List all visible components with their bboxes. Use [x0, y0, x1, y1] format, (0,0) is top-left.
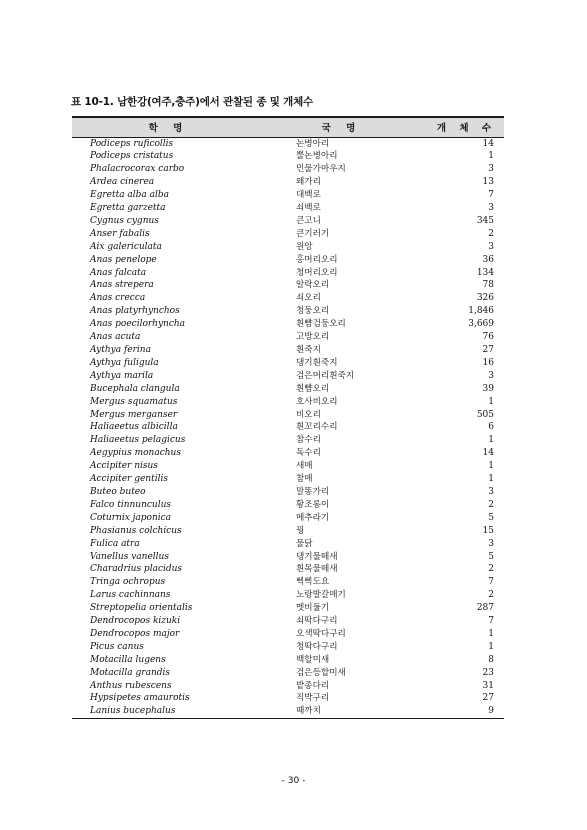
- cell-korean-name: 말똥가리: [296, 486, 330, 497]
- cell-korean-name: 물닭: [296, 538, 313, 549]
- cell-korean-name: 노랑발갈매기: [296, 590, 346, 601]
- table-row: [72, 176, 504, 189]
- cell-scientific-name: Egretta alba alba: [90, 190, 170, 201]
- cell-count: 3: [488, 538, 494, 549]
- cell-count: 326: [476, 293, 494, 304]
- cell-korean-name: 댕기흰죽지: [296, 357, 338, 368]
- cell-count: 2: [488, 590, 494, 601]
- cell-count: 3: [488, 164, 494, 175]
- cell-korean-name: 원앙: [296, 241, 313, 252]
- table-row: [72, 654, 504, 667]
- cell-korean-name: 꿩: [296, 525, 305, 536]
- cell-count: 134: [476, 267, 494, 278]
- cell-count: 1: [488, 396, 494, 407]
- cell-scientific-name: Fulica atra: [90, 538, 140, 549]
- cell-count: 78: [482, 280, 494, 291]
- species-table-container: [72, 116, 504, 719]
- cell-korean-name: 삑삑도요: [296, 577, 330, 588]
- cell-korean-name: 오색딱다구리: [296, 628, 346, 639]
- cell-count: 1: [488, 151, 494, 162]
- table-row: [72, 563, 504, 576]
- cell-count: 39: [482, 383, 494, 394]
- cell-korean-name: 알락오리: [296, 280, 330, 291]
- table-row: [72, 331, 504, 344]
- cell-scientific-name: Motacilla lugens: [90, 654, 166, 665]
- cell-korean-name: 흰죽지: [296, 345, 321, 355]
- table-row: [72, 396, 504, 409]
- cell-korean-name: 검은머리흰죽지: [296, 370, 355, 381]
- table-row: [72, 137, 504, 150]
- cell-count: 3: [488, 241, 494, 252]
- table-row: [72, 292, 504, 305]
- table-row: [72, 551, 504, 564]
- cell-korean-name: 댕기물떼새: [296, 551, 338, 562]
- cell-count: 3,669: [468, 319, 494, 330]
- cell-scientific-name: Larus cachinnans: [90, 590, 171, 601]
- cell-korean-name: 흰뺨오리: [296, 383, 330, 394]
- cell-scientific-name: Aegypius monachus: [90, 448, 181, 459]
- cell-korean-name: 때까치: [265, 705, 418, 718]
- cell-korean-name: 직박구리: [296, 693, 330, 704]
- cell-scientific-name: Mergus squamatus: [90, 396, 178, 407]
- cell-scientific-name: Ardea cinerea: [90, 177, 155, 188]
- table-row: [72, 499, 504, 512]
- table-row: [72, 318, 504, 331]
- cell-scientific-name: Streptopelia orientalis: [90, 603, 193, 614]
- cell-korean-name: 큰고니: [296, 215, 321, 226]
- cell-korean-name: 백할미새: [296, 654, 330, 665]
- cell-scientific-name: Bucephala clangula: [90, 383, 180, 394]
- table-row: [72, 628, 504, 641]
- cell-count: 13: [482, 177, 494, 188]
- table-row: [72, 460, 504, 473]
- cell-scientific-name: Charadrius placidus: [90, 564, 183, 575]
- cell-scientific-name: Anas strepera: [90, 280, 154, 291]
- header-count: 개 체 수: [418, 117, 504, 137]
- cell-scientific-name: Aythya ferina: [90, 345, 151, 355]
- table-row: [72, 615, 504, 628]
- cell-scientific-name: Egretta garzetta: [90, 203, 166, 214]
- header-scientific-name: 학 명: [72, 117, 265, 137]
- table-row: [72, 538, 504, 551]
- cell-count: 36: [482, 254, 494, 265]
- cell-scientific-name: Anser fabalis: [90, 228, 150, 239]
- cell-scientific-name: Anas falcata: [90, 267, 147, 278]
- cell-count: 7: [488, 577, 494, 588]
- cell-scientific-name: Anas platyrhynchos: [90, 306, 180, 317]
- table-row: [72, 602, 504, 615]
- table-caption: 표 10-1. 남한강(여주,충주)에서 관찰된 종 및 개체수: [71, 96, 313, 108]
- table-row: [72, 163, 504, 176]
- cell-count: 2: [488, 564, 494, 575]
- cell-scientific-name: Mergus merganser: [90, 409, 178, 420]
- cell-korean-name: 흰뺨검둥오리: [296, 319, 346, 330]
- cell-count: 3: [488, 203, 494, 214]
- species-table: [72, 116, 504, 719]
- cell-korean-name: 밭종다리: [296, 680, 330, 691]
- cell-count: 1: [488, 641, 494, 652]
- table-row: [72, 473, 504, 486]
- cell-korean-name: 청딱다구리: [296, 641, 338, 652]
- cell-korean-name: 청머리오리: [296, 267, 338, 278]
- cell-count: 9: [418, 705, 504, 718]
- cell-korean-name: 흰꼬리수리: [296, 422, 338, 433]
- cell-scientific-name: Aythya marila: [90, 370, 154, 381]
- cell-korean-name: 민물가마우지: [296, 164, 346, 175]
- table-row: [72, 267, 504, 280]
- cell-count: 3: [488, 486, 494, 497]
- cell-korean-name: 청둥오리: [296, 306, 330, 317]
- table-row: [72, 305, 504, 318]
- table-row: [72, 357, 504, 370]
- table-row: [72, 692, 504, 705]
- table-row: [72, 202, 504, 215]
- table-row: [72, 279, 504, 292]
- cell-scientific-name: Haliaeetus albicilla: [90, 422, 178, 433]
- cell-scientific-name: Coturnix japonica: [90, 512, 172, 523]
- cell-scientific-name: Buteo buteo: [90, 486, 146, 497]
- cell-korean-name: 황조롱이: [296, 499, 330, 510]
- cell-korean-name: 쇠오리: [296, 293, 321, 304]
- table-row: [72, 667, 504, 680]
- table-row: [72, 344, 504, 357]
- cell-korean-name: 쇠딱다구리: [296, 616, 338, 627]
- cell-count: 15: [482, 525, 494, 536]
- cell-korean-name: 대백로: [296, 190, 321, 201]
- table-row: [72, 409, 504, 422]
- cell-korean-name: 쇠백로: [296, 203, 321, 214]
- cell-scientific-name: Podiceps cristatus: [90, 151, 174, 162]
- cell-count: 8: [488, 654, 494, 665]
- table-row: [72, 576, 504, 589]
- page-number: - 30 -: [281, 776, 306, 786]
- cell-count: 76: [482, 332, 494, 343]
- cell-count: 2: [488, 499, 494, 510]
- cell-korean-name: 뿔논병아리: [296, 151, 338, 162]
- cell-scientific-name: Dendrocopos kizuki: [90, 616, 181, 627]
- table-row: [72, 705, 504, 718]
- cell-scientific-name: Podiceps ruficollis: [90, 138, 174, 149]
- cell-korean-name: 호사비오리: [296, 396, 338, 407]
- cell-count: 5: [488, 551, 494, 562]
- cell-scientific-name: Aythya fuligula: [90, 357, 159, 368]
- cell-scientific-name: Accipiter nisus: [90, 461, 158, 472]
- cell-korean-name: 독수리: [296, 448, 321, 459]
- cell-scientific-name: Cygnus cygnus: [90, 215, 159, 226]
- cell-count: 27: [482, 693, 494, 704]
- table-row: [72, 641, 504, 654]
- cell-scientific-name: Phasianus colchicus: [90, 525, 182, 536]
- cell-count: 14: [482, 138, 494, 149]
- cell-count: 345: [476, 215, 494, 226]
- table-header: [72, 117, 504, 137]
- table-row: [72, 215, 504, 228]
- header-row: [72, 117, 504, 137]
- cell-korean-name: 검은등할미새: [296, 667, 346, 678]
- cell-count: 3: [488, 370, 494, 381]
- table-row: [72, 680, 504, 693]
- cell-count: 31: [482, 680, 494, 691]
- table-row: [72, 189, 504, 202]
- cell-korean-name: 참매: [296, 474, 313, 485]
- cell-count: 7: [488, 616, 494, 627]
- cell-scientific-name: Aix galericulata: [90, 241, 162, 252]
- cell-korean-name: 왜가리: [296, 177, 321, 188]
- cell-scientific-name: Picus canus: [90, 641, 144, 652]
- table-row: [72, 383, 504, 396]
- cell-korean-name: 논병아리: [296, 138, 330, 149]
- cell-scientific-name: Hypsipetes amaurotis: [90, 693, 190, 704]
- cell-count: 287: [476, 603, 494, 614]
- cell-scientific-name: Lanius bucephalus: [72, 705, 265, 718]
- cell-count: 1,846: [468, 306, 494, 317]
- table-row: [72, 486, 504, 499]
- table-row: [72, 512, 504, 525]
- cell-count: 1: [488, 461, 494, 472]
- table-row: [72, 241, 504, 254]
- cell-count: 1: [488, 435, 494, 446]
- table-row: [72, 370, 504, 383]
- cell-korean-name: 새매: [296, 461, 313, 472]
- cell-count: 14: [482, 448, 494, 459]
- header-korean-name: 국 명: [265, 117, 418, 137]
- table-body: [72, 137, 504, 719]
- table-row: [72, 589, 504, 602]
- cell-scientific-name: Anas acuta: [90, 332, 141, 343]
- cell-korean-name: 큰기러기: [296, 228, 330, 239]
- table-row: [72, 421, 504, 434]
- cell-korean-name: 홍머리오리: [296, 254, 338, 265]
- cell-count: 1: [488, 628, 494, 639]
- cell-korean-name: 흰목물떼새: [296, 564, 338, 575]
- cell-scientific-name: Motacilla grandis: [90, 667, 171, 678]
- cell-scientific-name: Anas crecca: [90, 293, 146, 304]
- cell-count: 7: [488, 190, 494, 201]
- table-row: [72, 434, 504, 447]
- cell-scientific-name: Anas penelope: [90, 254, 157, 265]
- cell-korean-name: 참수리: [296, 435, 321, 446]
- cell-count: 2: [488, 228, 494, 239]
- table-row: [72, 150, 504, 163]
- cell-count: 27: [482, 345, 494, 355]
- table-row: [72, 525, 504, 538]
- cell-count: 1: [488, 474, 494, 485]
- cell-korean-name: 메추라기: [296, 512, 330, 523]
- table-row: [72, 254, 504, 267]
- cell-scientific-name: Accipiter gentilis: [90, 474, 168, 485]
- cell-count: 6: [488, 422, 494, 433]
- cell-scientific-name: Tringa ochropus: [90, 577, 166, 588]
- cell-count: 5: [488, 512, 494, 523]
- cell-korean-name: 멧비둘기: [296, 603, 330, 614]
- table-row: [72, 447, 504, 460]
- cell-scientific-name: Anthus rubescens: [90, 680, 172, 691]
- cell-count: 505: [476, 409, 494, 420]
- cell-korean-name: 고방오리: [296, 332, 330, 343]
- cell-scientific-name: Phalacrocorax carbo: [90, 164, 185, 175]
- cell-count: 23: [482, 667, 494, 678]
- cell-count: 16: [482, 357, 494, 368]
- cell-scientific-name: Anas poecilorhyncha: [90, 319, 186, 330]
- cell-korean-name: 비오리: [296, 409, 321, 420]
- table-row: [72, 228, 504, 241]
- cell-scientific-name: Haliaeetus pelagicus: [90, 435, 186, 446]
- cell-scientific-name: Dendrocopos major: [90, 628, 180, 639]
- cell-scientific-name: Vanellus vanellus: [90, 551, 169, 562]
- cell-scientific-name: Falco tinnunculus: [90, 499, 172, 510]
